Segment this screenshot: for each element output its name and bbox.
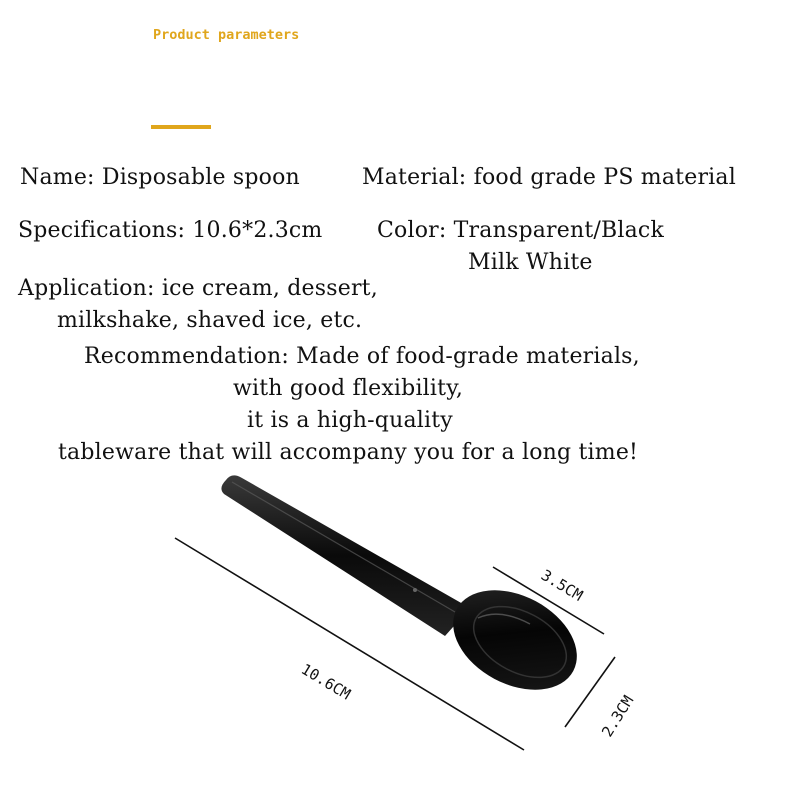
bowl-length-label: 3.5CM <box>537 565 586 605</box>
spec-material: Material: food grade PS material <box>362 165 736 190</box>
bowl-width-label: 2.3CM <box>598 692 638 741</box>
spec-recommendation-cont-2: it is a high-quality <box>247 408 453 433</box>
spec-recommendation-cont-1: with good flexibility, <box>233 376 464 401</box>
spoon-dimension-figure <box>0 460 800 800</box>
spec-recommendation-cont-3: tableware that will accompany you for a long time! <box>58 440 639 465</box>
spec-application: Application: ice cream, dessert, <box>18 276 378 301</box>
spec-specifications: Specifications: 10.6*2.3cm <box>18 218 323 243</box>
spec-recommendation: Recommendation: Made of food-grade materials, <box>84 344 640 369</box>
spoon-handle <box>221 475 470 636</box>
spec-color: Color: Transparent/Black <box>377 218 664 243</box>
spoon-image <box>221 475 594 709</box>
handle-dot <box>413 588 417 592</box>
length-label: 10.6CM <box>297 659 354 704</box>
spec-application-cont: milkshake, shaved ice, etc. <box>57 308 363 333</box>
spec-color-cont: Milk White <box>468 250 593 275</box>
spec-name: Name: Disposable spoon <box>20 165 300 190</box>
title-underline <box>151 125 211 129</box>
section-title: Product parameters <box>153 27 300 43</box>
